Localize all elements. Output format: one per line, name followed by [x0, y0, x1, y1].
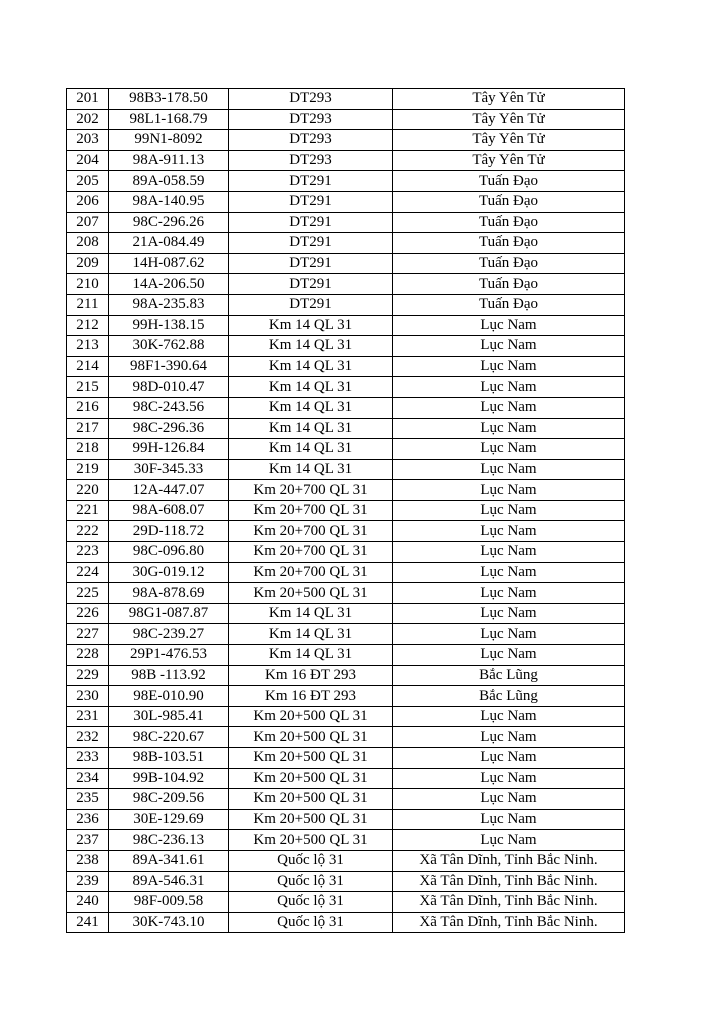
- table-row: [67, 850, 625, 871]
- table-row: [67, 583, 625, 604]
- license-plate-cell: 98C-239.27: [109, 624, 229, 645]
- license-plate-cell: 98G1-087.87: [109, 603, 229, 624]
- location-cell: Km 20+700 QL 31: [229, 480, 393, 501]
- area-cell: Lục Nam: [393, 397, 625, 418]
- table-row: [67, 521, 625, 542]
- row-number-cell: 236: [67, 809, 109, 830]
- area-cell: Tuấn Đạo: [393, 233, 625, 254]
- area-cell: Lục Nam: [393, 624, 625, 645]
- license-plate-cell: 98F1-390.64: [109, 356, 229, 377]
- area-cell: Xã Tân Dĩnh, Tỉnh Bắc Ninh.: [393, 850, 625, 871]
- location-cell: Km 14 QL 31: [229, 645, 393, 666]
- row-number-cell: 226: [67, 603, 109, 624]
- area-cell: Tây Yên Tử: [393, 130, 625, 151]
- location-cell: DT291: [229, 253, 393, 274]
- table-row: [67, 191, 625, 212]
- table-row: [67, 150, 625, 171]
- area-cell: Lục Nam: [393, 356, 625, 377]
- license-plate-cell: 98E-010.90: [109, 686, 229, 707]
- location-cell: Km 20+700 QL 31: [229, 542, 393, 563]
- license-plate-cell: 89A-341.61: [109, 850, 229, 871]
- row-number-cell: 211: [67, 294, 109, 315]
- row-number-cell: 225: [67, 583, 109, 604]
- area-cell: Lục Nam: [393, 336, 625, 357]
- location-cell: Km 14 QL 31: [229, 377, 393, 398]
- license-plate-cell: 98B3-178.50: [109, 89, 229, 110]
- location-cell: Km 16 ĐT 293: [229, 665, 393, 686]
- row-number-cell: 241: [67, 912, 109, 933]
- table-row: [67, 706, 625, 727]
- row-number-cell: 209: [67, 253, 109, 274]
- table-row: [67, 212, 625, 233]
- table-row: [67, 130, 625, 151]
- location-cell: Km 20+700 QL 31: [229, 521, 393, 542]
- license-plate-cell: 29D-118.72: [109, 521, 229, 542]
- row-number-cell: 232: [67, 727, 109, 748]
- location-cell: Km 20+500 QL 31: [229, 830, 393, 851]
- row-number-cell: 223: [67, 542, 109, 563]
- license-plate-cell: 98C-243.56: [109, 397, 229, 418]
- area-cell: Lục Nam: [393, 521, 625, 542]
- area-cell: Lục Nam: [393, 439, 625, 460]
- area-cell: Lục Nam: [393, 706, 625, 727]
- area-cell: Lục Nam: [393, 480, 625, 501]
- area-cell: Tuấn Đạo: [393, 294, 625, 315]
- row-number-cell: 220: [67, 480, 109, 501]
- row-number-cell: 207: [67, 212, 109, 233]
- location-cell: Km 20+500 QL 31: [229, 748, 393, 769]
- license-plate-cell: 30G-019.12: [109, 562, 229, 583]
- table-row: [67, 912, 625, 933]
- license-plate-cell: 98A-235.83: [109, 294, 229, 315]
- table-row: [67, 542, 625, 563]
- row-number-cell: 208: [67, 233, 109, 254]
- row-number-cell: 230: [67, 686, 109, 707]
- location-cell: Km 16 ĐT 293: [229, 686, 393, 707]
- table-row: [67, 500, 625, 521]
- license-plate-cell: 99B-104.92: [109, 768, 229, 789]
- row-number-cell: 228: [67, 645, 109, 666]
- row-number-cell: 214: [67, 356, 109, 377]
- license-plate-cell: 30E-129.69: [109, 809, 229, 830]
- license-plate-cell: 98C-236.13: [109, 830, 229, 851]
- area-cell: Lục Nam: [393, 459, 625, 480]
- location-cell: DT291: [229, 274, 393, 295]
- row-number-cell: 237: [67, 830, 109, 851]
- row-number-cell: 219: [67, 459, 109, 480]
- row-number-cell: 201: [67, 89, 109, 110]
- area-cell: Lục Nam: [393, 768, 625, 789]
- row-number-cell: 224: [67, 562, 109, 583]
- location-cell: Km 14 QL 31: [229, 418, 393, 439]
- row-number-cell: 238: [67, 850, 109, 871]
- license-plate-cell: 29P1-476.53: [109, 645, 229, 666]
- location-cell: Km 14 QL 31: [229, 397, 393, 418]
- area-cell: Tây Yên Tử: [393, 89, 625, 110]
- license-plate-cell: 98A-140.95: [109, 191, 229, 212]
- location-cell: DT291: [229, 294, 393, 315]
- row-number-cell: 204: [67, 150, 109, 171]
- table-row: [67, 315, 625, 336]
- row-number-cell: 215: [67, 377, 109, 398]
- area-cell: Lục Nam: [393, 809, 625, 830]
- license-plate-cell: 98F-009.58: [109, 892, 229, 913]
- row-number-cell: 216: [67, 397, 109, 418]
- row-number-cell: 202: [67, 109, 109, 130]
- table-row: [67, 686, 625, 707]
- location-cell: Km 14 QL 31: [229, 624, 393, 645]
- location-cell: Quốc lộ 31: [229, 892, 393, 913]
- location-cell: DT293: [229, 89, 393, 110]
- row-number-cell: 231: [67, 706, 109, 727]
- area-cell: Lục Nam: [393, 645, 625, 666]
- license-plate-cell: 98B -113.92: [109, 665, 229, 686]
- row-number-cell: 213: [67, 336, 109, 357]
- table-row: [67, 89, 625, 110]
- table-row: [67, 480, 625, 501]
- license-plate-cell: 30L-985.41: [109, 706, 229, 727]
- license-plate-cell: 98D-010.47: [109, 377, 229, 398]
- table-row: [67, 233, 625, 254]
- location-cell: Km 20+700 QL 31: [229, 500, 393, 521]
- area-cell: Tây Yên Tử: [393, 109, 625, 130]
- table-row: [67, 871, 625, 892]
- location-cell: Km 14 QL 31: [229, 336, 393, 357]
- location-cell: Km 20+500 QL 31: [229, 727, 393, 748]
- license-plate-cell: 98A-911.13: [109, 150, 229, 171]
- license-plate-cell: 30K-743.10: [109, 912, 229, 933]
- table-row: [67, 892, 625, 913]
- table-row: [67, 727, 625, 748]
- license-plate-cell: 98C-296.26: [109, 212, 229, 233]
- license-plate-cell: 98A-878.69: [109, 583, 229, 604]
- row-number-cell: 217: [67, 418, 109, 439]
- table-row: [67, 397, 625, 418]
- license-plate-cell: 21A-084.49: [109, 233, 229, 254]
- area-cell: Xã Tân Dĩnh, Tỉnh Bắc Ninh.: [393, 912, 625, 933]
- row-number-cell: 222: [67, 521, 109, 542]
- area-cell: Lục Nam: [393, 542, 625, 563]
- table-row: [67, 377, 625, 398]
- location-cell: Km 14 QL 31: [229, 356, 393, 377]
- area-cell: Bắc Lũng: [393, 686, 625, 707]
- location-cell: DT291: [229, 171, 393, 192]
- table-row: [67, 171, 625, 192]
- area-cell: Lục Nam: [393, 562, 625, 583]
- license-plate-cell: 89A-546.31: [109, 871, 229, 892]
- license-plate-cell: 98C-209.56: [109, 789, 229, 810]
- location-cell: Km 14 QL 31: [229, 315, 393, 336]
- area-cell: Lục Nam: [393, 315, 625, 336]
- area-cell: Lục Nam: [393, 603, 625, 624]
- location-cell: DT293: [229, 150, 393, 171]
- area-cell: Lục Nam: [393, 583, 625, 604]
- row-number-cell: 229: [67, 665, 109, 686]
- license-plate-cell: 98C-296.36: [109, 418, 229, 439]
- table-row: [67, 439, 625, 460]
- license-plate-cell: 12A-447.07: [109, 480, 229, 501]
- license-plate-cell: 14A-206.50: [109, 274, 229, 295]
- row-number-cell: 218: [67, 439, 109, 460]
- area-cell: Lục Nam: [393, 727, 625, 748]
- row-number-cell: 227: [67, 624, 109, 645]
- location-cell: Km 20+500 QL 31: [229, 809, 393, 830]
- area-cell: Lục Nam: [393, 748, 625, 769]
- area-cell: Bắc Lũng: [393, 665, 625, 686]
- table-row: [67, 665, 625, 686]
- location-cell: Km 20+500 QL 31: [229, 789, 393, 810]
- area-cell: Lục Nam: [393, 377, 625, 398]
- vehicle-table-body: [67, 89, 625, 933]
- area-cell: Tuấn Đạo: [393, 253, 625, 274]
- table-row: [67, 109, 625, 130]
- table-row: [67, 603, 625, 624]
- table-row: [67, 294, 625, 315]
- area-cell: Xã Tân Dĩnh, Tỉnh Bắc Ninh.: [393, 871, 625, 892]
- location-cell: DT291: [229, 191, 393, 212]
- table-row: [67, 562, 625, 583]
- vehicle-list-sheet: [66, 88, 625, 933]
- table-row: [67, 336, 625, 357]
- row-number-cell: 235: [67, 789, 109, 810]
- area-cell: Lục Nam: [393, 500, 625, 521]
- area-cell: Lục Nam: [393, 830, 625, 851]
- location-cell: Km 14 QL 31: [229, 459, 393, 480]
- area-cell: Lục Nam: [393, 418, 625, 439]
- location-cell: Km 20+700 QL 31: [229, 562, 393, 583]
- table-row: [67, 830, 625, 851]
- row-number-cell: 233: [67, 748, 109, 769]
- license-plate-cell: 14H-087.62: [109, 253, 229, 274]
- license-plate-cell: 30F-345.33: [109, 459, 229, 480]
- table-row: [67, 624, 625, 645]
- table-row: [67, 253, 625, 274]
- location-cell: Km 14 QL 31: [229, 439, 393, 460]
- location-cell: DT291: [229, 212, 393, 233]
- license-plate-cell: 98C-220.67: [109, 727, 229, 748]
- location-cell: Km 20+500 QL 31: [229, 706, 393, 727]
- table-row: [67, 748, 625, 769]
- location-cell: Quốc lộ 31: [229, 912, 393, 933]
- table-row: [67, 645, 625, 666]
- location-cell: Quốc lộ 31: [229, 871, 393, 892]
- row-number-cell: 239: [67, 871, 109, 892]
- area-cell: Tuấn Đạo: [393, 171, 625, 192]
- location-cell: Km 20+500 QL 31: [229, 583, 393, 604]
- license-plate-cell: 99H-126.84: [109, 439, 229, 460]
- table-row: [67, 789, 625, 810]
- row-number-cell: 210: [67, 274, 109, 295]
- vehicle-table: [66, 88, 625, 933]
- location-cell: Km 20+500 QL 31: [229, 768, 393, 789]
- area-cell: Tuấn Đạo: [393, 212, 625, 233]
- table-row: [67, 418, 625, 439]
- area-cell: Tây Yên Tử: [393, 150, 625, 171]
- license-plate-cell: 89A-058.59: [109, 171, 229, 192]
- table-row: [67, 274, 625, 295]
- area-cell: Tuấn Đạo: [393, 274, 625, 295]
- row-number-cell: 240: [67, 892, 109, 913]
- location-cell: DT291: [229, 233, 393, 254]
- license-plate-cell: 98A-608.07: [109, 500, 229, 521]
- table-row: [67, 459, 625, 480]
- license-plate-cell: 99H-138.15: [109, 315, 229, 336]
- row-number-cell: 205: [67, 171, 109, 192]
- area-cell: Tuấn Đạo: [393, 191, 625, 212]
- row-number-cell: 212: [67, 315, 109, 336]
- location-cell: Km 14 QL 31: [229, 603, 393, 624]
- license-plate-cell: 98L1-168.79: [109, 109, 229, 130]
- area-cell: Lục Nam: [393, 789, 625, 810]
- row-number-cell: 203: [67, 130, 109, 151]
- license-plate-cell: 99N1-8092: [109, 130, 229, 151]
- row-number-cell: 234: [67, 768, 109, 789]
- location-cell: Quốc lộ 31: [229, 850, 393, 871]
- table-row: [67, 356, 625, 377]
- license-plate-cell: 30K-762.88: [109, 336, 229, 357]
- row-number-cell: 206: [67, 191, 109, 212]
- row-number-cell: 221: [67, 500, 109, 521]
- location-cell: DT293: [229, 109, 393, 130]
- location-cell: DT293: [229, 130, 393, 151]
- area-cell: Xã Tân Dĩnh, Tỉnh Bắc Ninh.: [393, 892, 625, 913]
- table-row: [67, 768, 625, 789]
- license-plate-cell: 98B-103.51: [109, 748, 229, 769]
- license-plate-cell: 98C-096.80: [109, 542, 229, 563]
- table-row: [67, 809, 625, 830]
